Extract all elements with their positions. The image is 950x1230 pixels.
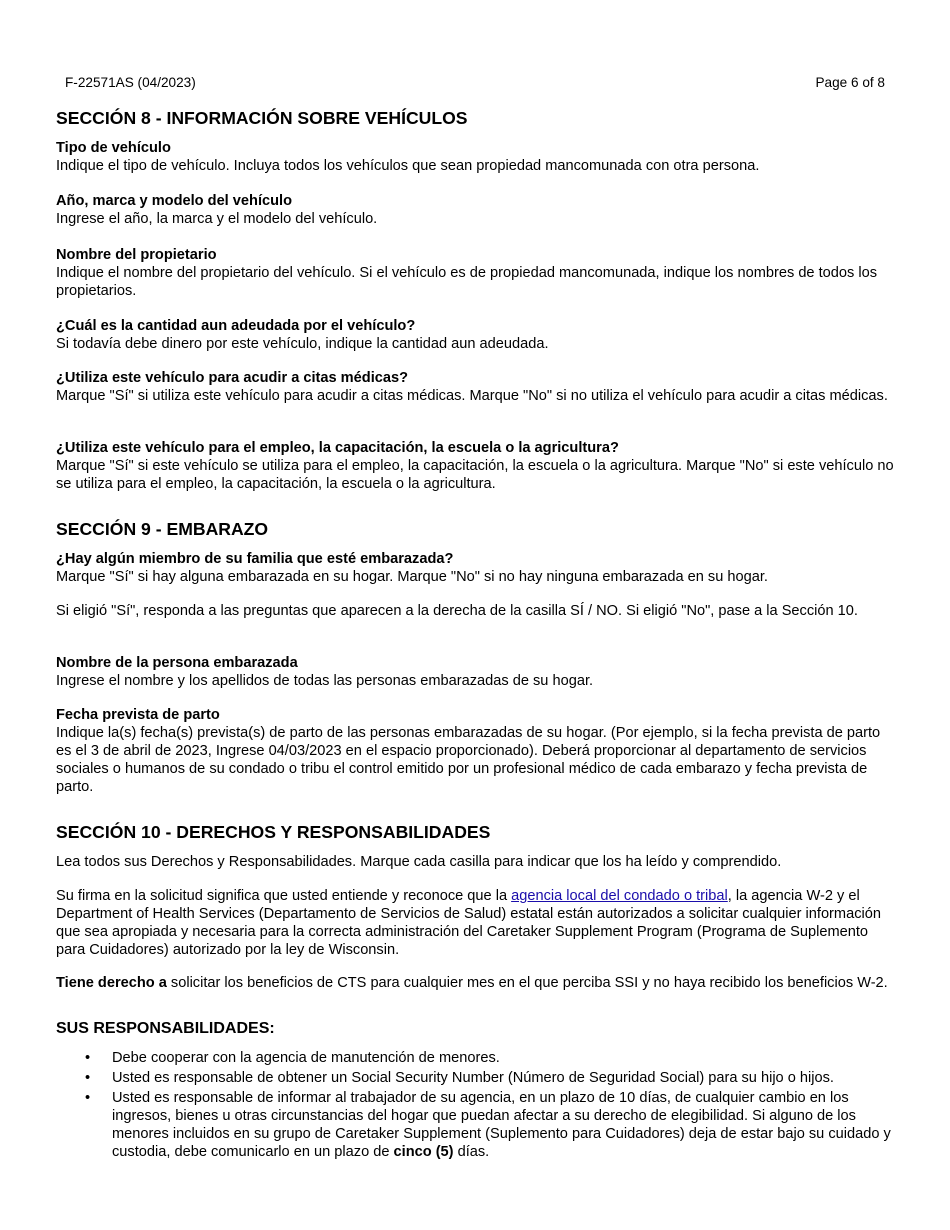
signature-paragraph [56,887,898,959]
form-id: F-22571AS (04/2023) [65,75,196,90]
responsibility-3-pre: Usted es responsable de informar al trabajador de su agencia, en un plazo de 10 días, de cualquier cambio en los ingresos, bienes u otras circunstancias del hogar que puedan afectar a su derecho de elegibilidad. Si alguno de los menores incluidos en su grupo de Caretaker Supplement (Suplemento para Cuidadores) deja de estar bajo su cuidado y custodia, debe comunicarlo en un plazo de [112,1090,891,1160]
vehicle-type-block [56,139,898,175]
right-to-paragraph [56,974,898,992]
pregnancy-answer: Marque "Sí" si hay alguna embarazada en su hogar. Marque "No" si no hay ninguna embarazada en su hogar. [56,569,768,585]
amount-owed-question: ¿Cuál es la cantidad aun adeudada por el vehículo? [56,318,416,334]
bullet: • [85,1090,91,1106]
due-date-answer: Indique la(s) fecha(s) prevista(s) de parto de las personas embarazadas de su hogar. (Por ejemplo, si la fecha prevista de parto es el 3 de abril de 2023, Ingrese 04/03/2023 en el espacio proporcionado). Deberá proporcionar al departamento de servicios sociales o humanos de su condado o tribu el control emitido por un profesional médico de cada embarazo y fecha prevista de parto. [56,725,881,795]
pregnancy-instructions: Si eligió "Sí", responda a las preguntas que aparecen a la derecha de la casilla SÍ / NO. Si eligió "No", pase a la Sección 10. [56,603,858,619]
section-8-title: SECCIÓN 8 - INFORMACIÓN SOBRE VEHÍCULOS [56,108,468,128]
amount-owed-answer: Si todavía debe dinero por este vehículo, indique la cantidad aun adeudada. [56,336,549,352]
right-to-label: Tiene derecho a [56,975,167,991]
vehicle-model-question: Año, marca y modelo del vehículo [56,193,292,209]
owner-name-block [56,246,898,300]
responsibility-2: Usted es responsable de obtener un Social Security Number (Número de Seguridad Social) para su hijo o hijos. [112,1070,834,1086]
pregnant-person-answer: Ingrese el nombre y los apellidos de todas las personas embarazadas de su hogar. [56,673,594,689]
medical-use-block [56,369,898,405]
owner-name-answer: Indique el nombre del propietario del vehículo. Si el vehículo es de propiedad mancomunada, indique los nombres de todos los propietarios. [56,265,878,299]
vehicle-type-question: Tipo de vehículo [56,140,171,156]
signature-text-post: , la agencia W-2 y el Department of Health Services (Departamento de Servicios de Salud) estatal están autorizados a solicitar cualquier información que sea apropiada y necesaria para la correcta administración del Caretaker Supplement Program (Programa de Suplemento para Cuidadores) autorizado por la ley de Wisconsin. [56,888,881,958]
vehicle-model-block [56,192,898,228]
pregnancy-question-block [56,550,898,586]
section-10-title: SECCIÓN 10 - DERECHOS Y RESPONSABILIDADES [56,822,491,842]
responsibility-1: Debe cooperar con la agencia de manutención de menores. [112,1050,500,1066]
local-agency-link[interactable]: agencia local del condado o tribal [511,888,728,904]
pregnant-person-question: Nombre de la persona embarazada [56,655,298,671]
owner-name-question: Nombre del propietario [56,247,217,263]
pregnant-person-block [56,654,898,690]
vehicle-type-answer: Indique el tipo de vehículo. Incluya todos los vehículos que sean propiedad mancomunada con otra persona. [56,158,760,174]
employment-use-block [56,439,898,493]
amount-owed-block [56,317,898,353]
page-number: Page 6 of 8 [815,75,885,90]
signature-text-pre: Su firma en la solicitud significa que usted entiende y reconoce que la [56,888,512,904]
bullet: • [85,1070,91,1086]
responsibilities-title: SUS RESPONSABILIDADES: [56,1020,275,1037]
section-9-title: SECCIÓN 9 - EMBARAZO [56,519,269,539]
list-item [56,1089,898,1161]
employment-use-question: ¿Utiliza este vehículo para el empleo, la capacitación, la escuela o la agricultura? [56,440,619,456]
list-item [56,1069,898,1087]
vehicle-model-answer: Ingrese el año, la marca y el modelo del vehículo. [56,211,378,227]
medical-use-question: ¿Utiliza este vehículo para acudir a citas médicas? [56,370,409,386]
five-days-emphasis: cinco (5) [393,1144,454,1160]
pregnancy-question: ¿Hay algún miembro de su familia que esté embarazada? [56,551,454,567]
right-to-text: solicitar los beneficios de CTS para cualquier mes en el que perciba SSI y no haya recibido los beneficios W-2. [166,975,888,991]
responsibility-3-post: días. [453,1144,490,1160]
employment-use-answer: Marque "Sí" si este vehículo se utiliza para el empleo, la capacitación, la escuela o la agricultura. Marque "No" si este vehículo no se utiliza para el empleo, la capacitación, la escuela o la agricultura. [56,458,894,492]
due-date-block [56,706,898,796]
list-item [56,1049,898,1067]
rights-intro: Lea todos sus Derechos y Responsabilidades. Marque cada casilla para indicar que los ha leído y comprendido. [56,854,782,870]
responsibilities-list [56,1049,898,1163]
due-date-question: Fecha prevista de parto [56,707,220,723]
bullet: • [85,1050,91,1066]
medical-use-answer: Marque "Sí" si utiliza este vehículo para acudir a citas médicas. Marque "No" si no utiliza el vehículo para acudir a citas médicas. [56,388,888,404]
